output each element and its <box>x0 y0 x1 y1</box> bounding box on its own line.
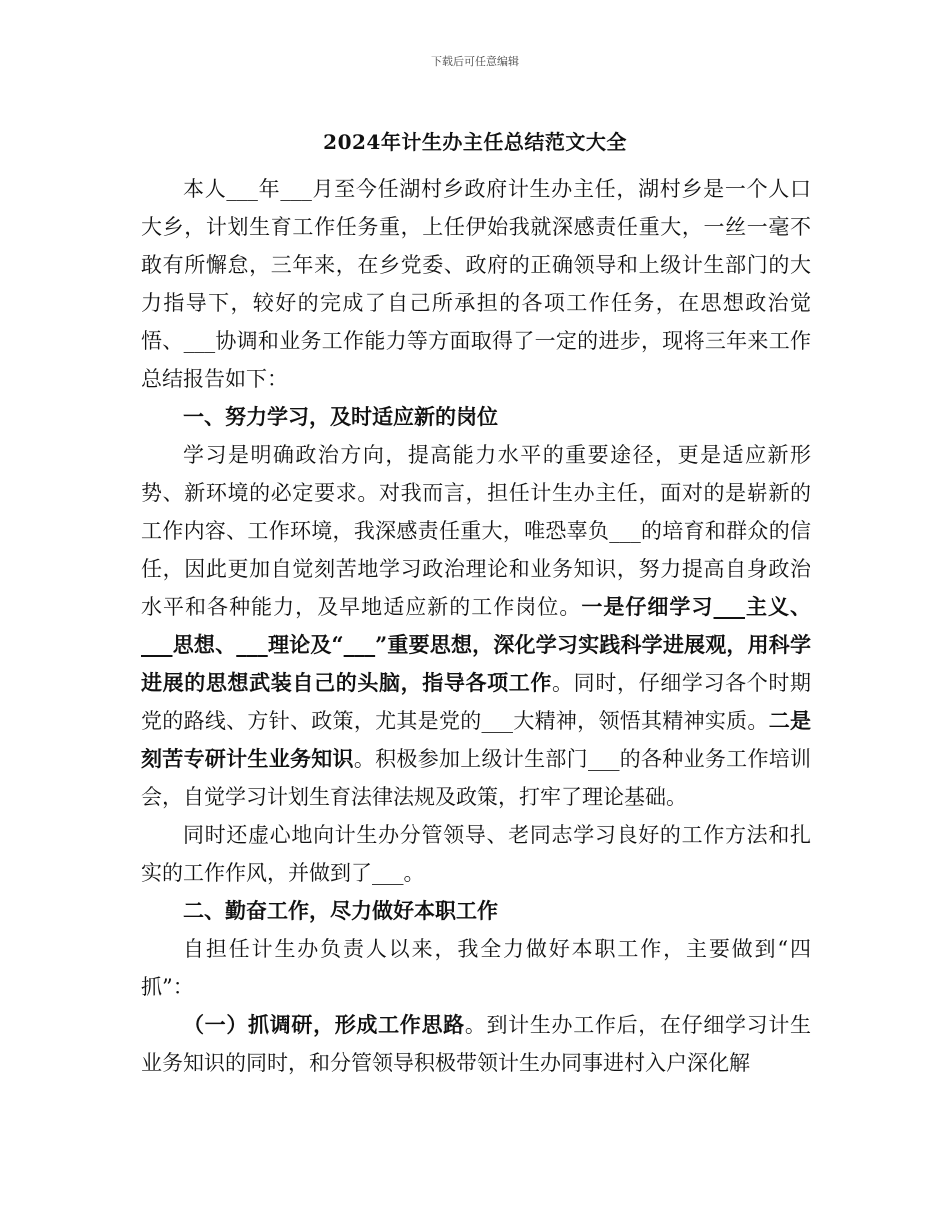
subsection-text-1: 。到计生办工作后，在仔细学习计生业务知识的同时，和分管领导积极带领计生办同事进村入户深化解 <box>141 1013 812 1075</box>
study-paragraph <box>141 436 811 816</box>
subsection-heading-1: （一）抓调研，形成工作思路 <box>183 1012 465 1037</box>
study-text-3: 。积极参加上级计生部门___的各种业务工作培训会，自觉学习计划生育法律法规及政策，打牢了理论基础。 <box>141 747 812 809</box>
learning-paragraph: 同时还虚心地向计生办分管领导、老同志学习良好的工作方法和扎实的工作作风，并做到了___。 <box>141 823 811 885</box>
section-heading-1: 一、努力学习，及时适应新的岗位 <box>183 404 498 429</box>
page-header: 下载后可任意编辑 <box>431 55 519 68</box>
section-heading-2: 二、勤奋工作，尽力做好本职工作 <box>183 898 498 923</box>
document-title: 2024年计生办主任总结范文大全 <box>323 130 627 154</box>
subsection-paragraph-1 <box>141 1006 811 1082</box>
work-paragraph: 自担任计生办负责人以来，我全力做好本职工作，主要做到“四抓”： <box>141 937 811 999</box>
intro-paragraph: 本人___年___月至今任湖村乡政府计生办主任，湖村乡是一个人口大乡，计划生育工作任务重，上任伊始我就深感责任重大，一丝一毫不敢有所懈怠，三年来，在乡党委、政府的正确领导和上级计生部门的大力指导下，较好的完成了自己所承担的各项工作任务，在思想政治觉悟、___协调和业务工作能力等方面取得了一定的进步，现将三年来工作总结报告如下： <box>141 177 811 391</box>
study-bold-1: 一是仔细学习___主义、___思想、___理论及“___”重要思想，深化学习实践科学进展观，用科学进展的思想武装自己的头脑，指导各项工作 <box>141 594 811 695</box>
study-bold-2: 二是刻苦专研计生业务知识 <box>141 708 812 771</box>
study-text-2: 。同时，仔细学习各个时期党的路线、方针、政策，尤其是党的___大精神，领悟其精神实质。 <box>141 671 812 733</box>
document-body <box>141 170 811 1082</box>
study-text-1: 学习是明确政治方向，提高能力水平的重要途径，更是适应新形势、新环境的必定要求。对我而言，担任计生办主任，面对的是崭新的工作内容、工作环境，我深感责任重大，唯恐辜负___的培育和群众的信任，因此更加自觉刻苦地学习政治理论和业务知识，努力提高自身政治水平和各种能力，及早地适应新的工作岗位。 <box>141 443 811 619</box>
